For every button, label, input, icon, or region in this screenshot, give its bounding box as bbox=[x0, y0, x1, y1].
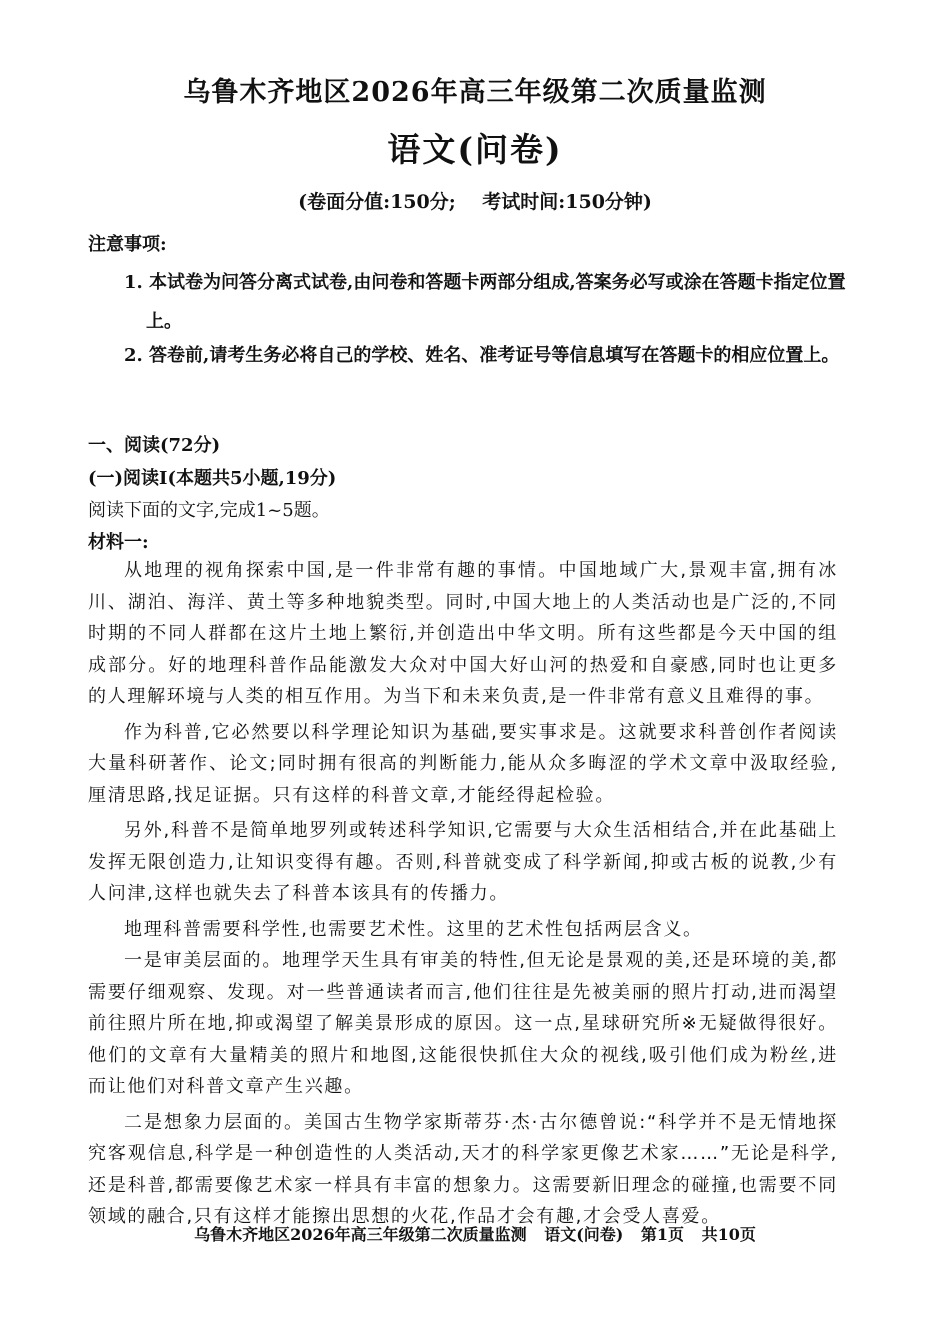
notice-item: 1. 本试卷为问答分离式试卷,由问卷和答题卡两部分组成,答案务必写或涂在答题卡指定位置上。 bbox=[124, 272, 846, 332]
material-body bbox=[88, 555, 838, 1237]
paragraph: 另外,科普不是简单地罗列或转述科学知识,它需要与大众生活相结合,并在此基础上发挥无限创造力,让知识变得有趣。否则,科普就变成了科学新闻,抑或古板的说教,少有人问津,这样也就失去了科普本该具有的传播力。 bbox=[88, 820, 838, 904]
paragraph: 地理科普需要科学性,也需要艺术性。这里的艺术性包括两层含义。 bbox=[124, 918, 703, 940]
footer-total: 共10页 bbox=[701, 1225, 756, 1244]
paragraph: 从地理的视角探索中国,是一件非常有趣的事情。中国地域广大,景观丰富,拥有冰川、湖泊、海洋、黄土等多种地貌类型。同时,中国大地上的人类活动也是广泛的,不同时期的不同人群都在这片土地上繁衍,并创造出中华文明。所有这些都是今天中国的组成部分。好的地理科普作品能激发大众对中国大好山河的热爱和自豪感,同时也让更多的人理解环境与人类的相互作用。为当下和未来负责,是一件非常有意义且难得的事。 bbox=[88, 560, 838, 707]
exam-title: 乌鲁木齐地区2026年高三年级第二次质量监测 bbox=[183, 77, 767, 108]
paragraph: 作为科普,它必然要以科学理论知识为基础,要实事求是。这就要求科普创作者阅读大量科研著作、论文;同时拥有很高的判断能力,能从众多晦涩的学术文章中汲取经验,厘清思路,找足证据。只有这样的科普文章,才能经得起检验。 bbox=[88, 721, 838, 806]
notice-heading: 注意事项: bbox=[88, 234, 167, 255]
material-label: 材料一: bbox=[88, 532, 149, 553]
exam-meta bbox=[0, 187, 950, 214]
footer-exam: 乌鲁木齐地区2026年高三年级第二次质量监测 bbox=[194, 1225, 527, 1244]
section-heading: 一、阅读(72分) bbox=[88, 435, 221, 456]
page-footer bbox=[0, 1222, 950, 1245]
notice-item: 2. 答卷前,请考生务必将自己的学校、姓名、准考证号等信息填写在答题卡的相应位置上。 bbox=[124, 345, 840, 366]
paragraph: 二是想象力层面的。美国古生物学家斯蒂芬·杰·古尔德曾说:“科学并不是无情地探究客观信息,科学是一种创造性的人类活动,天才的科学家更像艺术家……”无论是科学,还是科普,都需要像艺术家一样具有丰富的想象力。这需要新旧理念的碰撞,也需要不同领域的融合,只有这样才能擦出思想的火花,作品才会有趣,才会受人喜爱。 bbox=[88, 1111, 838, 1227]
footer-subject: 语文(问卷) bbox=[544, 1225, 624, 1244]
subject-title: 语文(问卷) bbox=[387, 130, 563, 169]
paragraph: 一是审美层面的。地理学天生具有审美的特性,但无论是景观的美,还是环境的美,都需要仔细观察、发现。对一些普通读者而言,他们往往是先被美丽的照片打动,进而渴望前往照片所在地,抑或渴望了解美景形成的原因。这一点,星球研究所※无疑做得很好。他们的文章有大量精美的照片和地图,这能很快抓住大众的视线,吸引他们成为粉丝,进而让他们对科普文章产生兴趣。 bbox=[88, 950, 838, 1097]
subsection-heading: (一)阅读I(本题共5小题,19分) bbox=[88, 468, 337, 489]
instruction-text: 阅读下面的文字,完成1~5题。 bbox=[88, 500, 330, 521]
time-info: 考试时间:150分钟) bbox=[482, 191, 652, 213]
footer-page: 第1页 bbox=[640, 1225, 685, 1244]
score-info: (卷面分值:150分; bbox=[298, 191, 456, 213]
